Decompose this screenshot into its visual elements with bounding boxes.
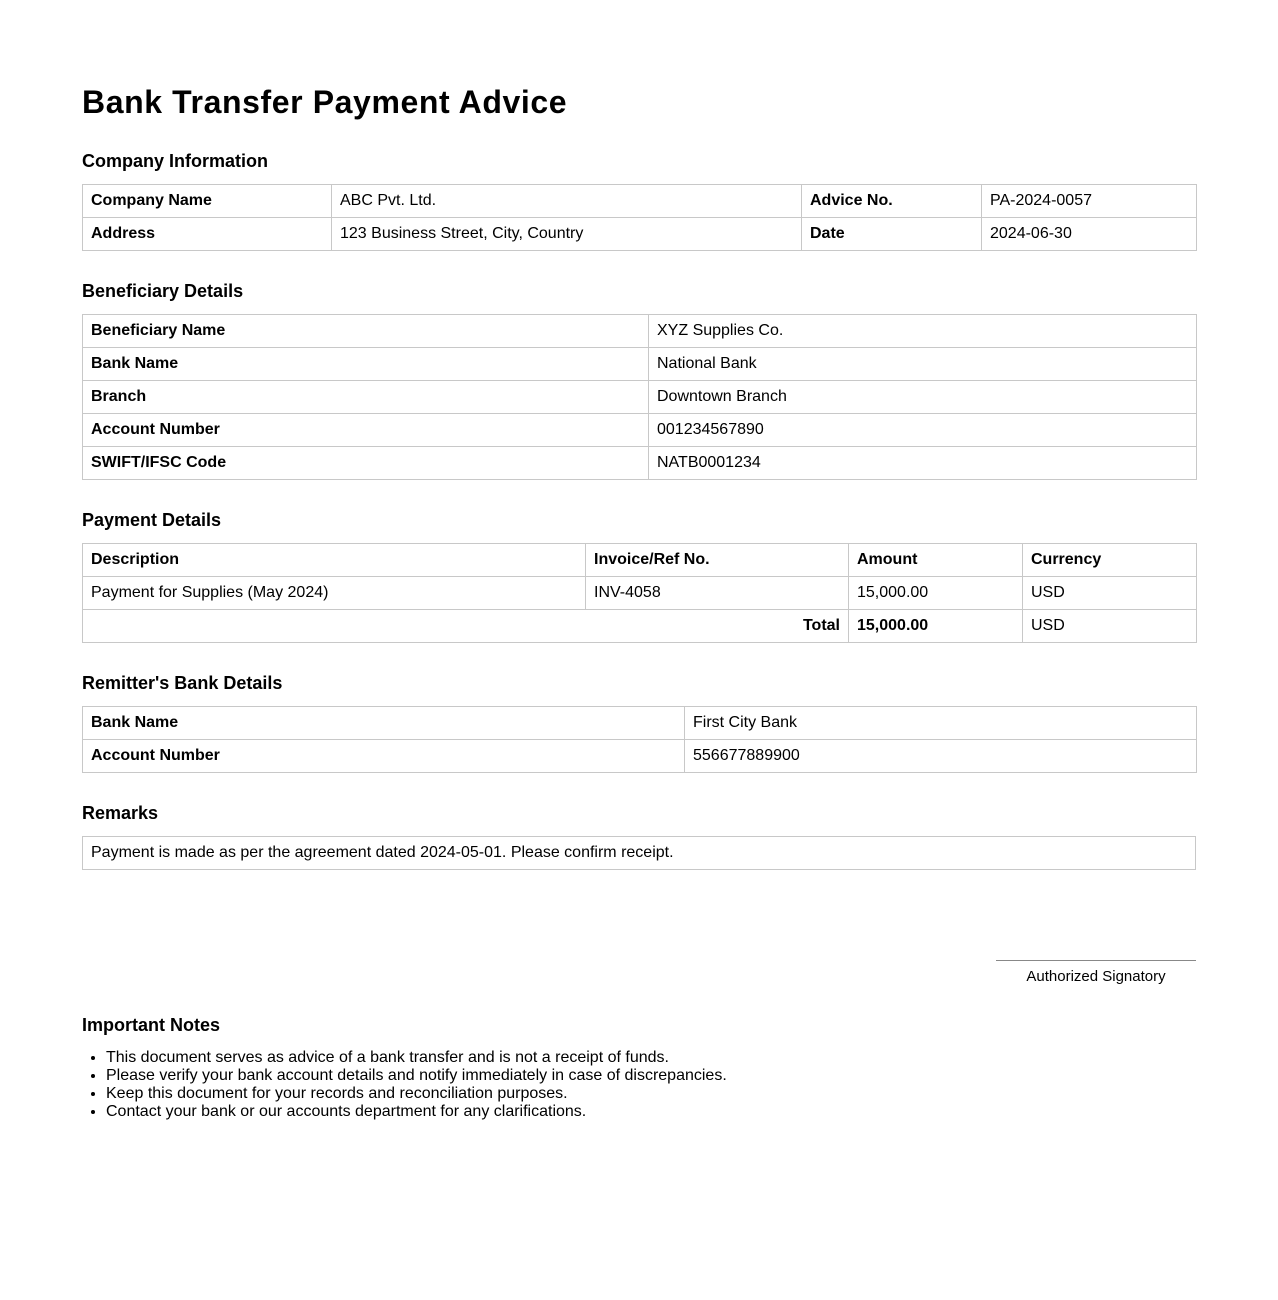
remitter-account-number-label: Account Number (83, 740, 685, 773)
address-label: Address (83, 218, 332, 251)
swift-code-value: NATB0001234 (649, 447, 1197, 480)
page-title: Bank Transfer Payment Advice (82, 84, 568, 120)
branch-label: Branch (83, 381, 649, 414)
total-row (83, 610, 1197, 643)
list-item: • Contact your bank or our accounts department for any clarifications. (106, 1103, 727, 1121)
beneficiary-name-value: XYZ Supplies Co. (649, 315, 1197, 348)
branch-value: Downtown Branch (649, 381, 1197, 414)
remitter-bank-name-label: Bank Name (83, 707, 685, 740)
payment-description: Payment for Supplies (May 2024) (83, 577, 586, 610)
table-row (83, 707, 1197, 740)
notes-heading: Important Notes (82, 1015, 221, 1035)
table-row (83, 348, 1197, 381)
table-row (83, 577, 1197, 610)
advice-no-value: PA-2024-0057 (982, 185, 1197, 218)
table-header-row (83, 544, 1197, 577)
remarks-heading: Remarks (82, 803, 159, 823)
signatory-label: Authorized Signatory (1026, 968, 1166, 985)
date-label: Date (802, 218, 982, 251)
remitter-bank-name-value: First City Bank (685, 707, 1197, 740)
column-header-currency: Currency (1023, 544, 1197, 577)
column-header-amount: Amount (849, 544, 1023, 577)
table-row (83, 185, 1197, 218)
column-header-ref: Invoice/Ref No. (586, 544, 849, 577)
date-value: 2024-06-30 (982, 218, 1197, 251)
column-header-description: Description (83, 544, 586, 577)
table-row (83, 447, 1197, 480)
table-row (83, 218, 1197, 251)
payment-heading: Payment Details (82, 510, 222, 530)
account-number-label: Account Number (83, 414, 649, 447)
total-amount: 15,000.00 (849, 610, 1023, 643)
remarks-table (82, 836, 1196, 870)
table-row (83, 381, 1197, 414)
beneficiary-table (82, 314, 1197, 480)
signature-line (996, 960, 1196, 961)
remitter-account-number-value: 556677889900 (685, 740, 1197, 773)
company-info-heading: Company Information (82, 151, 269, 171)
company-info-table (82, 184, 1197, 251)
table-row (83, 414, 1197, 447)
beneficiary-heading: Beneficiary Details (82, 281, 244, 301)
payment-table (82, 543, 1197, 643)
company-name-label: Company Name (83, 185, 332, 218)
bank-name-label: Bank Name (83, 348, 649, 381)
payment-currency: USD (1023, 577, 1197, 610)
table-row (83, 837, 1196, 870)
notes-list (82, 1049, 727, 1121)
list-item: • This document serves as advice of a bank transfer and is not a receipt of funds. (106, 1049, 727, 1067)
remitter-heading: Remitter's Bank Details (82, 673, 283, 693)
advice-no-label: Advice No. (802, 185, 982, 218)
payment-amount: 15,000.00 (849, 577, 1023, 610)
account-number-value: 001234567890 (649, 414, 1197, 447)
remarks-text: Payment is made as per the agreement dated 2024-05-01. Please confirm receipt. (83, 837, 1196, 870)
bank-name-value: National Bank (649, 348, 1197, 381)
company-name-value: ABC Pvt. Ltd. (332, 185, 802, 218)
remitter-table (82, 706, 1197, 773)
total-currency: USD (1023, 610, 1197, 643)
list-item: • Please verify your bank account details and notify immediately in case of discrepancies. (106, 1067, 727, 1085)
total-label: Total (83, 610, 849, 643)
payment-ref: INV-4058 (586, 577, 849, 610)
beneficiary-name-label: Beneficiary Name (83, 315, 649, 348)
table-row (83, 315, 1197, 348)
table-row (83, 740, 1197, 773)
list-item: • Keep this document for your records and reconciliation purposes. (106, 1085, 727, 1103)
address-value: 123 Business Street, City, Country (332, 218, 802, 251)
swift-code-label: SWIFT/IFSC Code (83, 447, 649, 480)
